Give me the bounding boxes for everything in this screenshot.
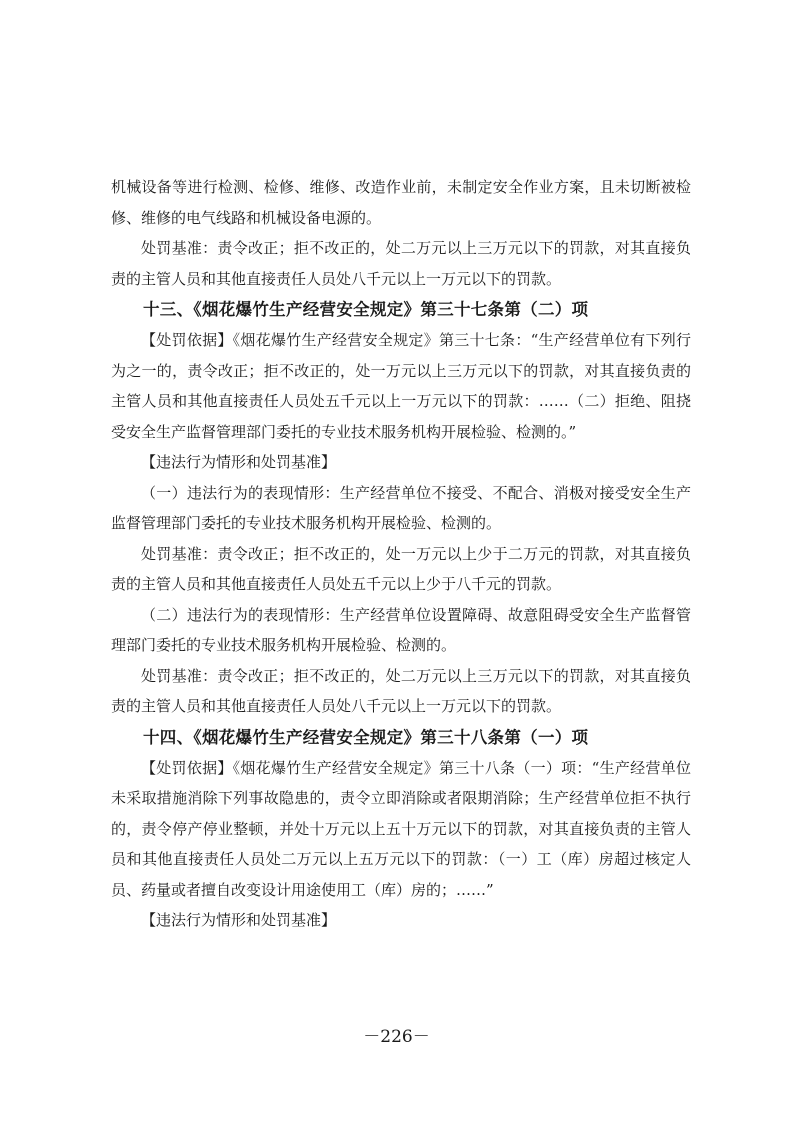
document-body — [111, 172, 691, 936]
penalty-basis-paragraph: 【处罚依据】《烟花爆竹生产经营安全规定》第三十八条（一）项：“生产经营单位未采取措施消除下列事故隐患的，责令立即消除或者限期消除；生产经营单位拒不执行的，责令停产停业整顿，并处十万元以上五十万元以下的罚款，对其直接负责的主管人员和其他直接责任人员处二万元以上五万元以下的罚款：（一）工（库）房超过核定人员、药量或者擅自改变设计用途使用工（库）房的；……” — [111, 758, 691, 899]
section-heading-14: 十四、《烟花爆竹生产经营安全规定》第三十八条第（一）项 — [143, 727, 589, 747]
page-number: －226－ — [363, 1027, 430, 1047]
penalty-standard-paragraph: 处罚基准：责令改正；拒不改正的，处二万元以上三万元以下的罚款，对其直接负责的主管人员和其他直接责任人员处八千元以上一万元以下的罚款。 — [111, 239, 691, 288]
section-heading-13: 十三、《烟花爆竹生产经营安全规定》第三十七条第（二）项 — [143, 300, 589, 319]
subheading-violation-circumstances: 【违法行为情形和处罚基准】 — [141, 911, 337, 929]
subheading-violation-circumstances: 【违法行为情形和处罚基准】 — [141, 453, 337, 471]
penalty-standard-paragraph: 处罚基准：责令改正；拒不改正的，处二万元以上三万元以下的罚款，对其直接负责的主管人员和其他直接责任人员处八千元以上一万元以下的罚款。 — [111, 666, 691, 715]
penalty-standard-paragraph: 处罚基准：责令改正；拒不改正的，处一万元以上少于二万元的罚款，对其直接负责的主管人员和其他直接责任人员处五千元以上少于八千元的罚款。 — [111, 544, 691, 593]
penalty-basis-paragraph: 【处罚依据】《烟花爆竹生产经营安全规定》第三十七条：“生产经营单位有下列行为之一的，责令改正；拒不改正的，处一万元以上三万元以下的罚款，对其直接负责的主管人员和其他直接责任人员处五千元以上一万元以下的罚款：……（二）拒绝、阻挠受安全生产监督管理部门委托的专业技术服务机构开展检验、检测的。” — [111, 331, 691, 441]
violation-case-1: （一）违法行为的表现情形：生产经营单位不接受、不配合、消极对接受安全生产监督管理部门委托的专业技术服务机构开展检验、检测的。 — [111, 483, 691, 532]
violation-case-2: （二）违法行为的表现情形：生产经营单位设置障碍、故意阻碍受安全生产监督管理部门委托的专业技术服务机构开展检验、检测的。 — [111, 605, 691, 654]
paragraph: 机械设备等进行检测、检修、维修、改造作业前，未制定安全作业方案，且未切断被检修、维修的电气线路和机械设备电源的。 — [111, 178, 691, 227]
